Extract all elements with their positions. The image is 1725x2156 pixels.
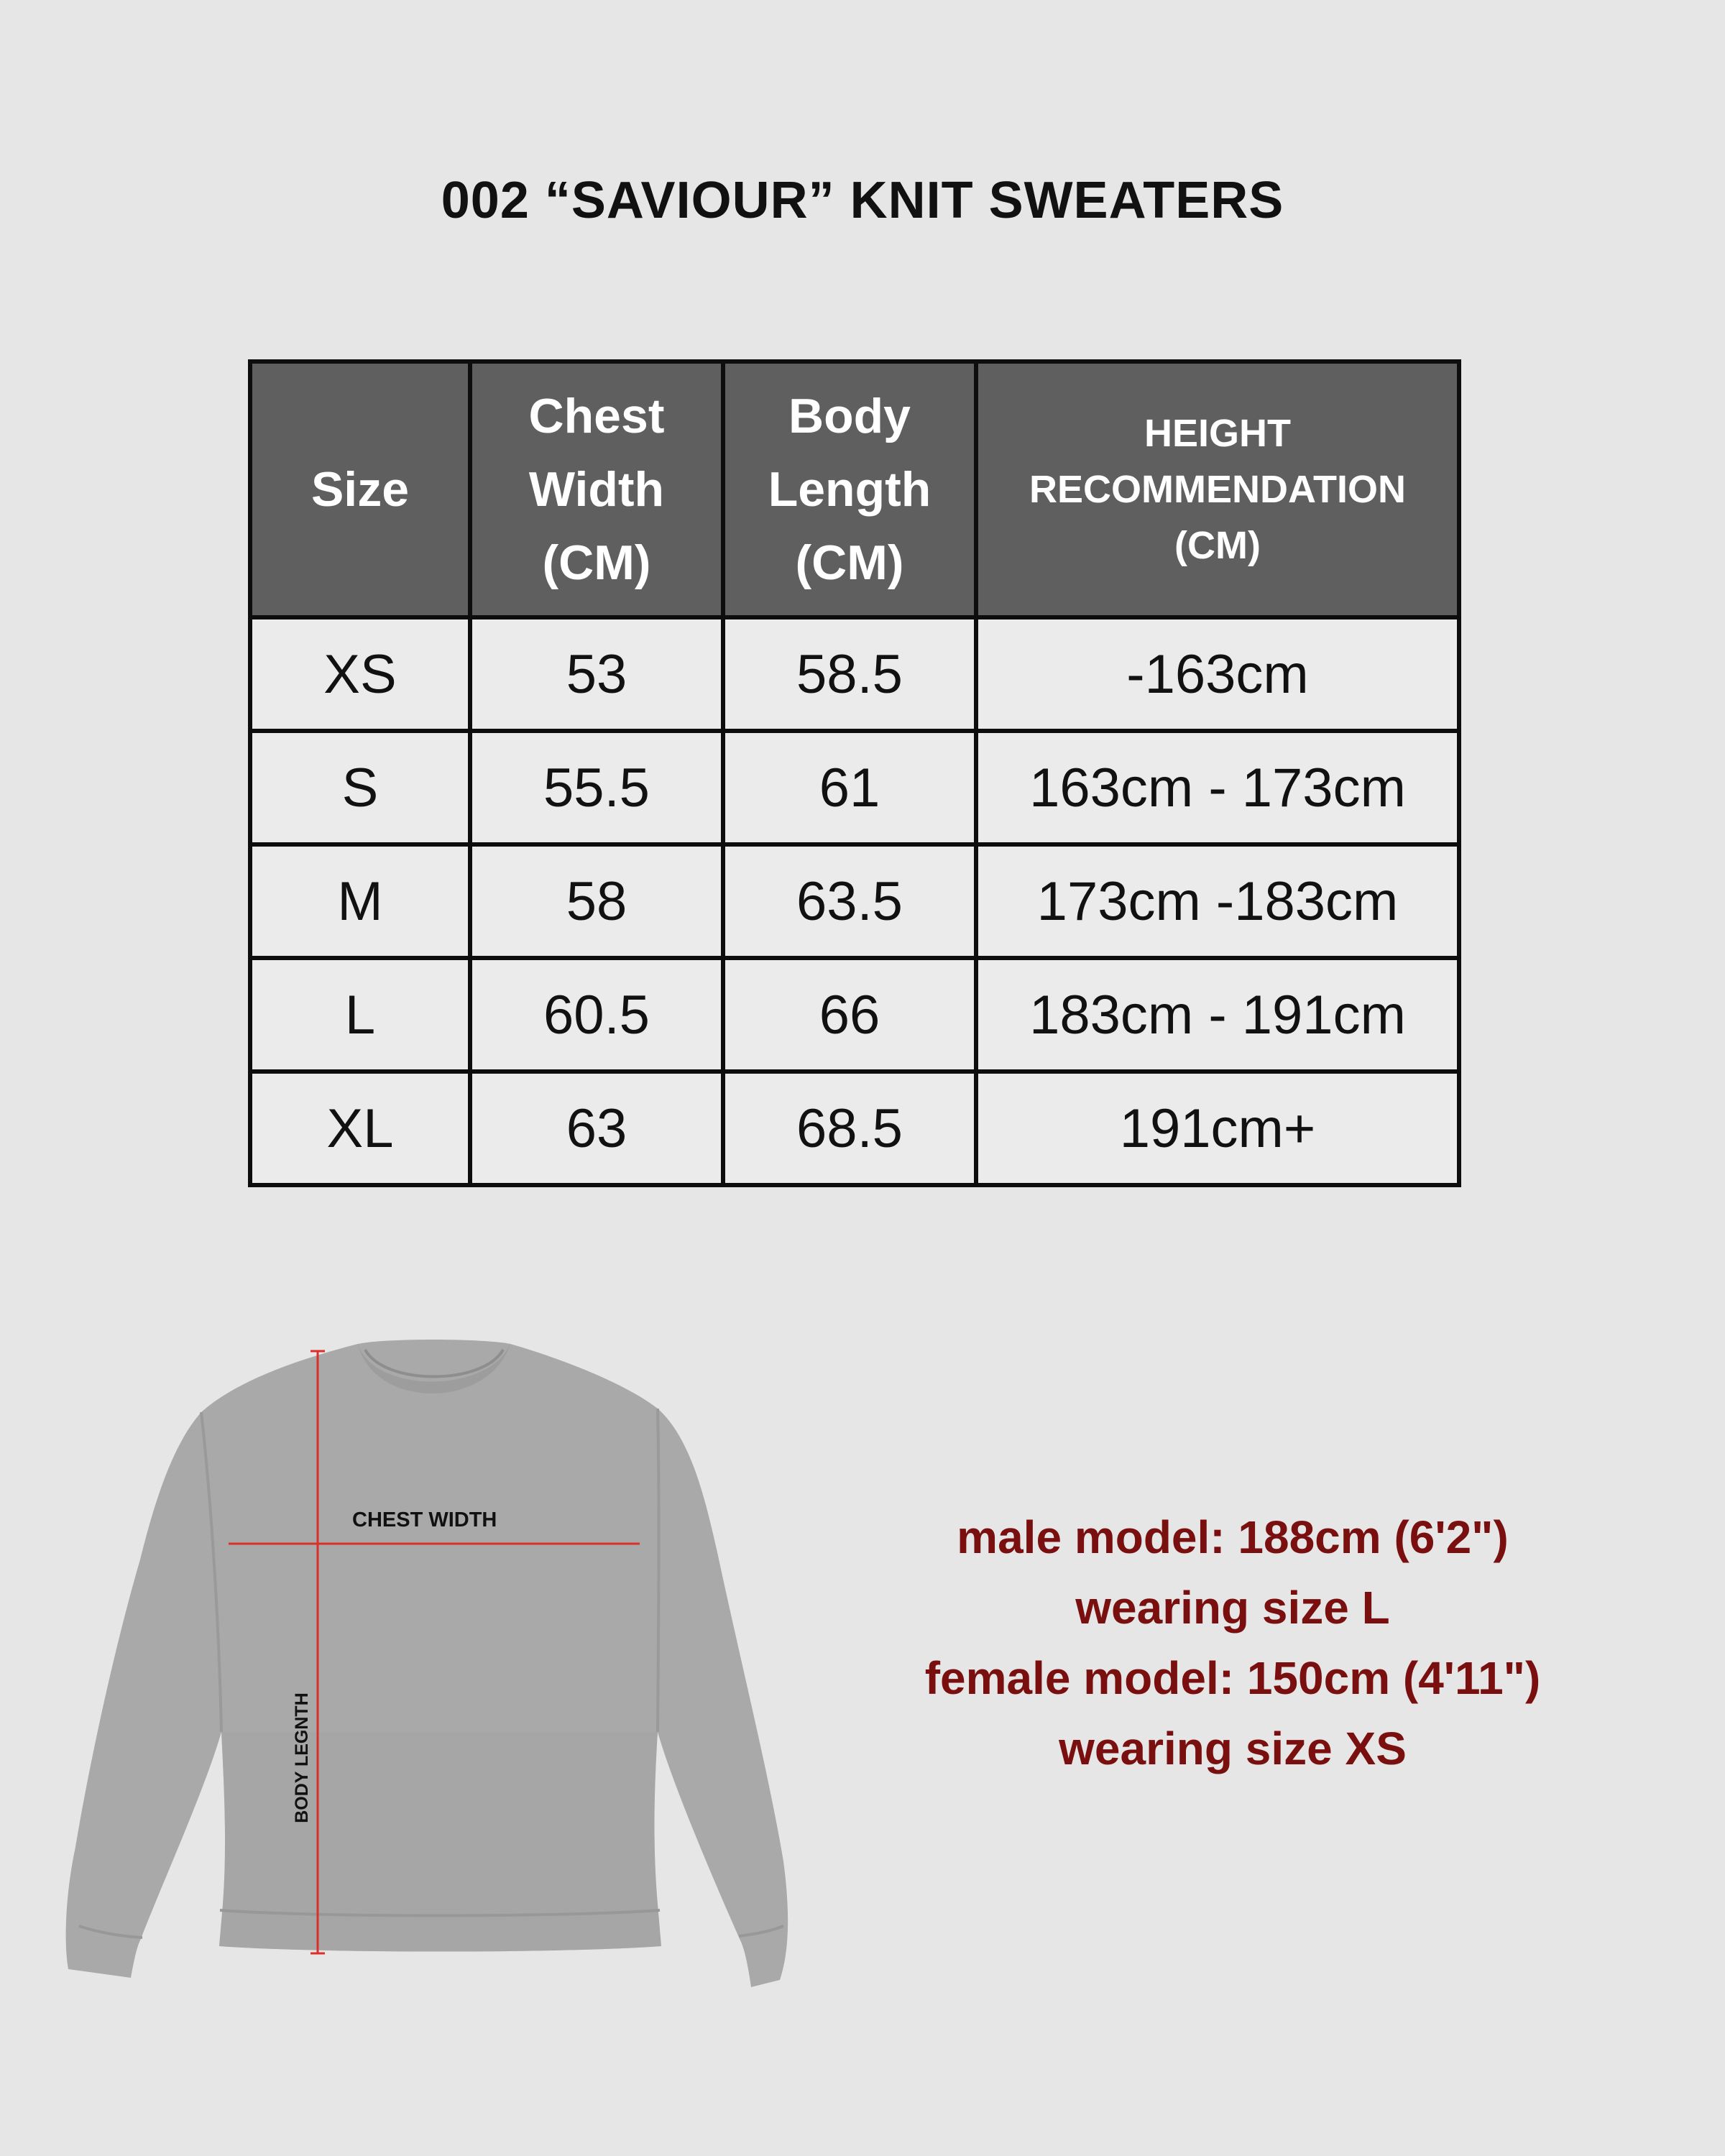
cell-size: M <box>250 844 470 958</box>
cell-height: 173cm -183cm <box>976 844 1459 958</box>
table-row <box>250 617 1459 731</box>
cell-size: XL <box>250 1072 470 1185</box>
cell-size: S <box>250 731 470 844</box>
cell-height: 191cm+ <box>976 1072 1459 1185</box>
model-info <box>834 1502 1632 1784</box>
table-row <box>250 958 1459 1072</box>
header-chest-width: Chest Width (CM) <box>470 361 723 617</box>
cell-chest-width: 58 <box>470 844 723 958</box>
cell-body-length: 66 <box>723 958 976 1072</box>
cell-chest-width: 55.5 <box>470 731 723 844</box>
cell-height: 183cm - 191cm <box>976 958 1459 1072</box>
cell-body-length: 68.5 <box>723 1072 976 1185</box>
cell-chest-width: 53 <box>470 617 723 731</box>
cell-size: L <box>250 958 470 1072</box>
cell-body-length: 63.5 <box>723 844 976 958</box>
header-height-recommendation: HEIGHT RECOMMENDATION (CM) <box>976 361 1459 617</box>
male-model-size: wearing size L <box>1075 1582 1390 1634</box>
cell-chest-width: 60.5 <box>470 958 723 1072</box>
body-length-label: BODY LEGNTH <box>292 1692 312 1823</box>
header-body-length: Body Length (CM) <box>723 361 976 617</box>
cell-body-length: 61 <box>723 731 976 844</box>
table-row <box>250 844 1459 958</box>
size-chart-table <box>248 359 1461 1187</box>
chest-width-label: CHEST WIDTH <box>352 1508 497 1531</box>
table-row <box>250 731 1459 844</box>
cell-body-length: 58.5 <box>723 617 976 731</box>
table-row <box>250 1072 1459 1185</box>
table-header-row <box>250 361 1459 617</box>
page-title: 002 “SAVIOUR” KNIT SWEATERS <box>441 172 1284 229</box>
header-size: Size <box>250 361 470 617</box>
cell-chest-width: 63 <box>470 1072 723 1185</box>
cell-height: -163cm <box>976 617 1459 731</box>
cell-size: XS <box>250 617 470 731</box>
sweater-measurement-diagram <box>58 1330 819 1998</box>
cell-height: 163cm - 173cm <box>976 731 1459 844</box>
female-model-size: wearing size XS <box>1059 1723 1407 1774</box>
female-model-height: female model: 150cm (4'11") <box>924 1652 1541 1704</box>
male-model-height: male model: 188cm (6'2") <box>957 1511 1509 1563</box>
